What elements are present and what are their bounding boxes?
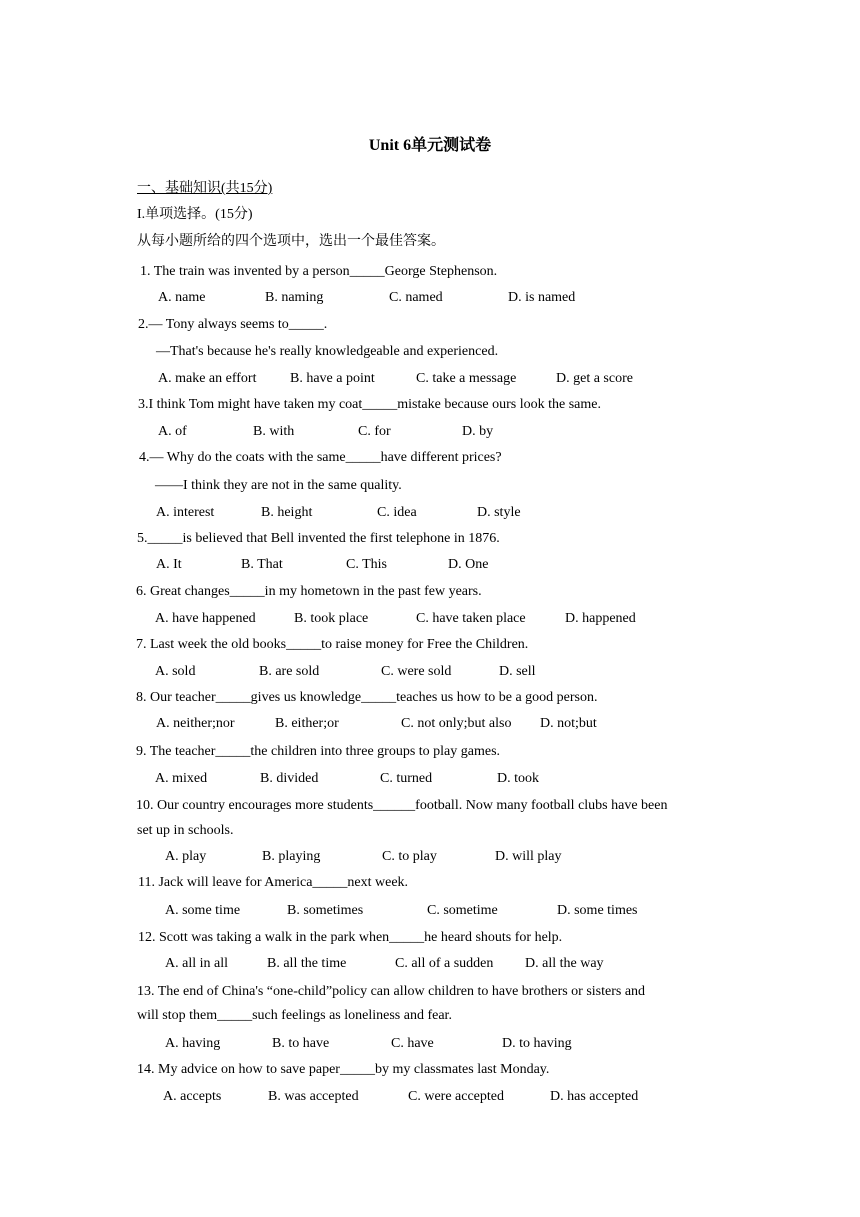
- option-b: B. to have: [272, 1036, 330, 1051]
- option-a: A. play: [165, 849, 207, 864]
- option-a: A. name: [158, 290, 206, 305]
- question-10-text-cont: set up in schools.: [137, 823, 234, 838]
- question-4-text: 4.— Why do the coats with the same_____have different prices?: [139, 450, 502, 465]
- question-9-text: 9. The teacher_____the children into three groups to play games.: [136, 744, 501, 759]
- option-a: A. mixed: [155, 771, 208, 786]
- part-heading: I.单项选择。(15分): [137, 207, 253, 222]
- page-title: Unit 6单元测试卷: [368, 137, 492, 154]
- option-d: D. happened: [565, 611, 636, 626]
- option-c: C. for: [358, 424, 391, 439]
- question-13-text: 13. The end of China's “one-child”policy can allow children to have brothers or sisters and: [137, 984, 646, 999]
- option-b: B. naming: [265, 290, 324, 305]
- option-c: C. named: [389, 290, 443, 305]
- option-d: D. took: [497, 771, 539, 786]
- option-a: A. some time: [165, 903, 241, 918]
- option-c: C. all of a sudden: [395, 956, 494, 971]
- option-b: B. sometimes: [287, 903, 364, 918]
- option-b: B. height: [261, 505, 313, 520]
- option-c: C. have: [391, 1036, 434, 1051]
- option-c: C. take a message: [416, 371, 517, 386]
- option-a: A. having: [165, 1036, 221, 1051]
- option-a: A. neither;nor: [156, 716, 235, 731]
- question-10-text: 10. Our country encourages more students______football. Now many football clubs have been: [136, 798, 668, 813]
- option-c: C. were accepted: [408, 1089, 504, 1104]
- option-b: B. divided: [260, 771, 319, 786]
- question-14-text: 14. My advice on how to save paper_____by my classmates last Monday.: [137, 1062, 550, 1077]
- question-11-text: 11. Jack will leave for America_____next week.: [138, 875, 409, 890]
- question-2-text: 2.— Tony always seems to_____.: [138, 317, 328, 332]
- question-12-text: 12. Scott was taking a walk in the park when_____he heard shouts for help.: [138, 930, 563, 945]
- question-5-text: 5._____is believed that Bell invented the first telephone in 1876.: [137, 531, 500, 546]
- question-2-reply: —That's because he's really knowledgeable and experienced.: [156, 344, 499, 359]
- option-c: C. turned: [380, 771, 433, 786]
- option-c: C. This: [346, 557, 387, 572]
- question-4-reply: ——I think they are not in the same quality.: [155, 478, 402, 493]
- option-b: B. either;or: [275, 716, 339, 731]
- option-a: A. make an effort: [158, 371, 257, 386]
- option-a: A. sold: [155, 664, 196, 679]
- option-c: C. to play: [382, 849, 437, 864]
- option-d: D. will play: [495, 849, 562, 864]
- option-c: C. sometime: [427, 903, 498, 918]
- option-d: D. has accepted: [550, 1089, 639, 1104]
- option-d: D. by: [462, 424, 494, 439]
- option-c: C. not only;but also: [401, 716, 512, 731]
- question-1-text: 1. The train was invented by a person_____George Stephenson.: [140, 264, 498, 279]
- option-d: D. to having: [502, 1036, 572, 1051]
- question-6-text: 6. Great changes_____in my hometown in the past few years.: [136, 584, 482, 599]
- option-b: B. with: [253, 424, 295, 439]
- question-8-text: 8. Our teacher_____gives us knowledge_____teaches us how to be a good person.: [136, 690, 598, 705]
- option-d: D. One: [448, 557, 489, 572]
- option-d: D. sell: [499, 664, 536, 679]
- option-d: D. all the way: [525, 956, 604, 971]
- option-a: A. all in all: [165, 956, 228, 971]
- option-d: D. some times: [557, 903, 638, 918]
- option-c: C. idea: [377, 505, 417, 520]
- option-b: B. are sold: [259, 664, 320, 679]
- option-b: B. was accepted: [268, 1089, 359, 1104]
- option-a: A. accepts: [163, 1089, 222, 1104]
- option-d: D. get a score: [556, 371, 633, 386]
- option-c: C. have taken place: [416, 611, 526, 626]
- option-d: D. is named: [508, 290, 576, 305]
- option-b: B. That: [241, 557, 283, 572]
- option-b: B. took place: [294, 611, 369, 626]
- option-d: D. style: [477, 505, 521, 520]
- question-3-text: 3.I think Tom might have taken my coat_____mistake because ours look the same.: [138, 397, 601, 412]
- option-b: B. have a point: [290, 371, 375, 386]
- section-heading: 一、基础知识(共15分): [137, 181, 273, 196]
- option-b: B. all the time: [267, 956, 347, 971]
- option-a: A. have happened: [155, 611, 256, 626]
- option-c: C. were sold: [381, 664, 452, 679]
- option-a: A. It: [156, 557, 182, 572]
- question-7-text: 7. Last week the old books_____to raise money for Free the Children.: [136, 637, 529, 652]
- question-13-text-cont: will stop them_____such feelings as loneliness and fear.: [137, 1008, 452, 1023]
- option-d: D. not;but: [540, 716, 597, 731]
- option-b: B. playing: [262, 849, 321, 864]
- instructions: 从每小题所给的四个选项中，选出一个最佳答案。: [137, 234, 445, 249]
- option-a: A. of: [158, 424, 187, 439]
- option-a: A. interest: [156, 505, 215, 520]
